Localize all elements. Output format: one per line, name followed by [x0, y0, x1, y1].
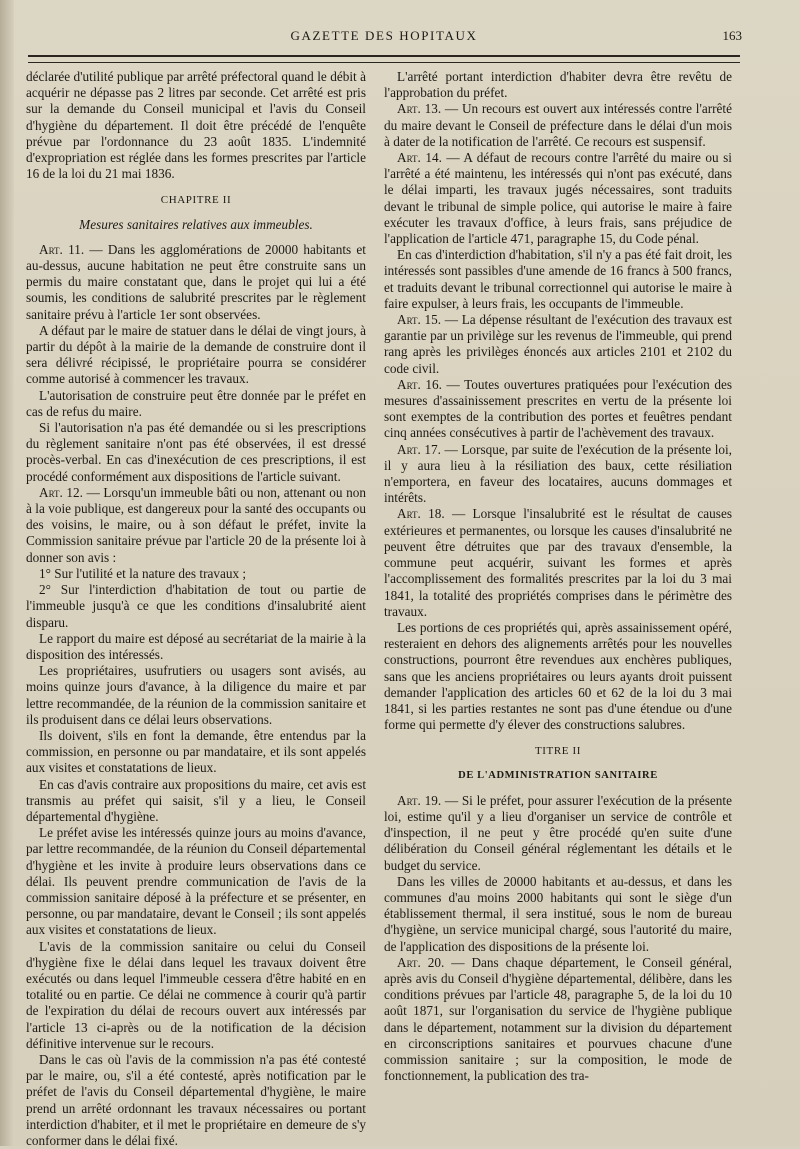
article-text: 18. — Lorsque l'insalubrité est le résultat de causes extérieures et permanentes, ou lorsque les causes d'insalubrité ne peuvent être détruites que par des travaux d'ensemble, la commune peut acquérir, suivant les formes et après l'accomplissement des formalités prescrites par la loi du 3 mai 1841, la totalité des propriétés comprises dans le périmètre des travaux.: [384, 506, 732, 619]
article-label: Art.: [397, 441, 421, 457]
paragraph: En cas d'interdiction d'habitation, s'il n'y a pas été fait droit, les intéressés sont passibles d'une amende de 16 francs à 500 francs, et traduits devant le tribunal correctionnel qui autorise le maire à faire expulser, à leurs frais, les occupants de l'immeuble.: [384, 247, 732, 311]
chapter-title: Mesures sanitaires relatives aux immeubles.: [79, 216, 313, 232]
article-label: Art.: [39, 484, 63, 500]
titre-subheading: DE L'ADMINISTRATION SANITAIRE: [458, 769, 658, 781]
article-label: Art.: [397, 792, 421, 808]
article-17: [384, 442, 732, 507]
list-item: 1° Sur l'utilité et la nature des travaux ;: [39, 565, 247, 581]
chapter-heading: CHAPITRE II: [160, 194, 232, 207]
article-text: 12. — Lorsqu'un immeuble bâti ou non, attenant ou non à la voie publique, est dangereux pour la santé des occupants ou des voisins, le maire, ou à son défaut le préfet, invite la Commission sanitaire prévue par l'article 20 de la présente loi à donner son avis :: [26, 484, 366, 565]
article-text: 14. — A défaut de recours contre l'arrêté du maire ou si l'arrêté a été maintenu, les intéressés qui n'ont pas exécuté, dans le délai imparti, les travaux jugés nécessaires, sont traduits devant le tribunal de simple police, qui autorise le maire à faire exécuter les travaux d'office, à leurs frais, sans préjudice de l'application de l'article 471, paragraphe 15, du Code pénal.: [384, 150, 732, 247]
page-binding-edge: [0, 0, 14, 1146]
journal-title: GAZETTE DES HOPITAUX: [290, 28, 478, 43]
page-header: [26, 28, 742, 48]
paragraph: déclarée d'utilité publique par arrêté préfectoral quand le débit à acquérir ne dépasse pas 2 litres par seconde. Cet arrêté est pris sur la demande du Conseil municipal et l'avis du Conseil d'hygiène du département. Il doit être précédé de l'enquête prévue par l'ordonnance du 23 août 1835. L'indemnité d'expropriation est réglée dans les formes prescrites par l'article 16 de la loi du 21 mai 1836.: [26, 69, 366, 182]
page-number: 163: [722, 28, 742, 43]
article-label: Art.: [397, 376, 421, 392]
article-13: [384, 101, 732, 150]
article-text: 17. — Lorsque, par suite de l'exécution de la présente loi, il y aura lieu à la résiliation des baux, cette résiliation n'emportera, en faveur des locataires, aucuns dommages et intérêts.: [384, 441, 732, 506]
paragraph: A défaut par le maire de statuer dans le délai de vingt jours, à partir du dépôt à la mairie de la demande de construire dont il sera délivré récipissé, le propriétaire pourra se considérer comme autorisé à commencer les travaux.: [26, 322, 366, 387]
list-item: 2° Sur l'interdiction d'habitation de tout ou partie de l'immeuble jusqu'à ce que les conditions d'insalubrité aient disparu.: [26, 582, 366, 630]
right-column: [384, 69, 732, 1084]
article-text: 19. — Si le préfet, pour assurer l'exécution de la présente loi, estime qu'il y a lieu d'organiser un service de contrôle et d'inspection, il ne peut y être procédé qu'en suite d'une délibération du Conseil général réglementant les détails et le budget du service.: [384, 792, 732, 873]
article-label: Art.: [397, 150, 421, 166]
paragraph: Le rapport du maire est déposé au secrétariat de la mairie à la disposition des intéressés.: [26, 630, 366, 662]
article-text: 20. — Dans chaque département, le Conseil général, après avis du Conseil d'hygiène départemental, délibère, dans les conditions prévues par l'article 48, paragraphe 5, de la loi du 10 août 1871, sur l'organisation du service de l'hygiène publique dans le département, notamment sur la division du département en circonscriptions sanitaires et pourvues chacune d'une commission sanitaire ; sur la composition, le mode de fonctionnement, la publication des tra-: [384, 954, 732, 1084]
article-label: Art.: [397, 954, 421, 970]
paragraph: Les portions de ces propriétés qui, après assainissement opéré, resteraient en dehors des alignements arrêtés pour les nouvelles constructions, pourront être revendues aux enchères publiques, sans que les anciens propriétaires ou leurs ayants droit puissent demander l'application des articles 60 et 62 de la loi du 3 mai 1841, si les parties restantes ne sont pas d'une étendue ou d'une forme qui permette d'y élever des constructions salubres.: [384, 619, 732, 733]
paragraph: Si l'autorisation n'a pas été demandée ou si les prescriptions du règlement sanitaire n'ont pas été observées, il est dressé procès-verbal. En cas d'inexécution de ces prescriptions, il est procédé conformément aux dispositions de l'article suivant.: [26, 420, 366, 484]
article-label: Art.: [397, 101, 421, 117]
paragraph: Le préfet avise les intéressés quinze jours au moins d'avance, par lettre recommandée, de la réunion du Conseil départemental d'hygiène et les invite à produire leurs observations dans ce délai. Ils peuvent prendre communication de l'avis de la commission sanitaire déposé à la préfecture et se présenter, en personne, ou par mandataire, devant le Conseil ; ils sont appelés aux visites et constatations de lieux.: [26, 825, 366, 938]
paragraph: Ils doivent, s'ils en font la demande, être entendus par la commission, en personne ou par mandataire, et ils sont appelés aux visites et constatations de lieux.: [26, 727, 366, 776]
paragraph: Les propriétaires, usufrutiers ou usagers sont avisés, au moins quinze jours d'avance, à la diligence du maire et par lettre recommandée, de la réunion de la commission sanitaire et ils produisent dans ce délai leurs observations.: [26, 663, 366, 727]
paragraph: L'autorisation de construire peut être donnée par le préfet en cas de refus du maire.: [26, 387, 366, 419]
article-20: [384, 955, 732, 1085]
article-14: [384, 150, 732, 247]
article-19: [384, 793, 732, 874]
paragraph: Dans les villes de 20000 habitants et au-dessus, et dans les communes d'au moins 2000 habitants qui sont le siège d'un établissement thermal, il sera institué, sous le nom de bureau d'hygiène, un service municipal chargé, sous l'autorité du maire, de l'application des dispositions de la présente loi.: [384, 873, 732, 954]
article-11: [26, 242, 366, 323]
article-12: [26, 485, 366, 566]
article-label: Art.: [39, 241, 63, 257]
left-column: [26, 69, 366, 1149]
article-label: Art.: [397, 506, 421, 522]
titre-heading: TITRE II: [534, 745, 582, 758]
article-label: Art.: [397, 312, 421, 328]
article-text: 11. — Dans les agglomérations de 20000 habitants et au-dessus, aucune habitation ne peut être construite sans un permis du maire constatant que, dans le projet qui lui a été soumis, les conditions de salubrité prescrites par le règlement sanitaire prévu à l'article 1er sont observées.: [26, 241, 366, 322]
paragraph: L'avis de la commission sanitaire ou celui du Conseil d'hygiène fixe le délai dans lequel les travaux doivent être exécutés ou dans lequel l'immeuble cessera d'être habité en en totalité ou en partie. Ce délai ne commence à courir qu'à partir de l'expiration du délai de recours ouvert aux intéressés par l'article 13 ci-après ou de la notification de la décision définitive intervenue sur le recours.: [26, 938, 366, 1051]
article-text: 13. — Un recours est ouvert aux intéressés contre l'arrêté du maire devant le Conseil de préfecture dans le délai d'un mois à dater de la notification de l'arrêté. Ce recours est suspensif.: [384, 101, 732, 149]
article-text: 15. — La dépense résultant de l'exécution des travaux est garantie par un privilège sur les revenus de l'immeuble, qui prend rang après les privilèges énoncés aux articles 2101 et 2102 du code civil.: [384, 312, 732, 376]
article-15: [384, 312, 732, 377]
header-rule: [28, 55, 740, 63]
paragraph: Dans le cas où l'avis de la commission n'a pas été contesté par le maire, ou, s'il a été contesté, après notification par le préfet de l'avis du Conseil départemental d'hygiène, le maire prend un arrêté ordonnant les travaux nécessaires ou portant interdiction d'habiter, et il met le propriétaire en demeure de s'y conformer dans le délai fixé.: [26, 1051, 366, 1148]
paragraph: En cas d'avis contraire aux propositions du maire, cet avis est transmis au préfet qui saisit, s'il y a lieu, le Conseil départemental d'hygiène.: [26, 776, 366, 824]
article-text: 16. — Toutes ouvertures pratiquées pour l'exécution des mesures d'assainissement prescrites en vertu de la présente loi sont exemptes de la contribution des portes et feuêtres pendant cinq années consécutives à partir de l'achèvement des travaux.: [384, 376, 732, 441]
article-18: [384, 506, 732, 619]
paragraph: L'arrêté portant interdiction d'habiter devra être revêtu de l'approbation du préfet.: [384, 69, 732, 101]
article-16: [384, 377, 732, 442]
